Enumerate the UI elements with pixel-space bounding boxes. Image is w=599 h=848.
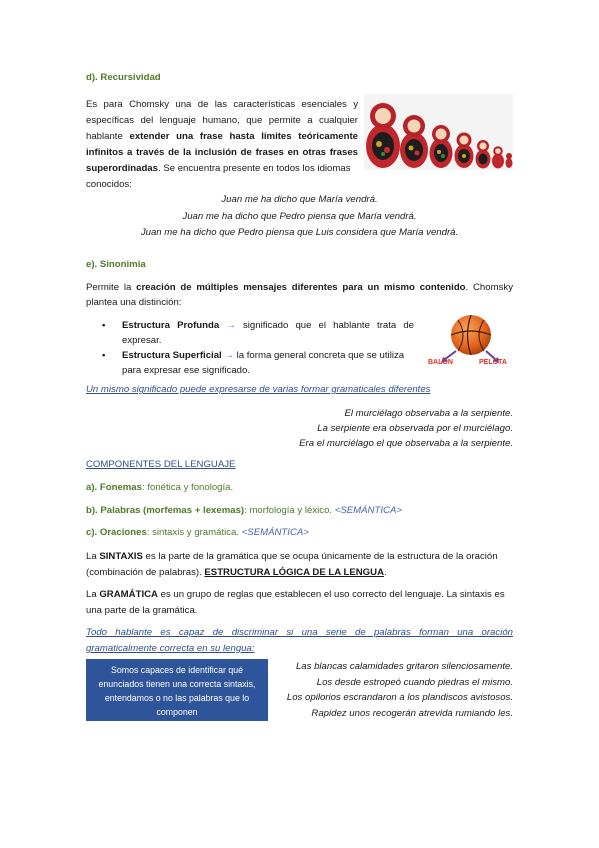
- example-sentence: Los desde estropeó cuando piedras el mismo.: [316, 676, 513, 688]
- text-line: hablante extender una frase hasta límites teóricamente: [86, 131, 358, 142]
- text-line: Permite la creación de múltiples mensajes diferentes para un mismo contenido. Chomsky: [86, 282, 513, 293]
- component-palabras: b). Palabras (morfemas + lexemas): morfología y léxico. <SEMÁNTICA>: [86, 505, 402, 516]
- sintaxis-paragraph: [86, 549, 513, 581]
- example-sentence: Los opilorios escrandaron a los plandiscos avistosos.: [286, 692, 513, 703]
- text-line: Todo hablante es capaz de discriminar si una serie de palabras forman una oración: [86, 627, 513, 638]
- example-sentence: El murciélago observaba a la serpiente.: [344, 408, 513, 419]
- ball-label-right: PELOTA: [479, 359, 507, 366]
- example-sentence: Era el murciélago el que observaba a la serpiente.: [299, 438, 513, 449]
- section-heading-componentes: COMPONENTES DEL LENGUAJE: [86, 459, 236, 470]
- syntax-callout-box: [86, 659, 268, 721]
- matryoshka-dolls-image: [364, 94, 513, 170]
- example-sentence: La serpiente era observada por el murciélago.: [317, 423, 513, 434]
- example-sentence: Juan me ha dicho que Pedro piensa que Luis considera que María vendrá.: [140, 227, 459, 238]
- text-line: específicas del lenguaje humano, que permite a cualquier: [86, 115, 358, 126]
- section-heading-recursividad: d). Recursividad: [86, 72, 161, 83]
- example-sentence: Las blancas calamidades gritaron silenciosamente.: [295, 661, 513, 672]
- text-line: plantea una distinción:: [86, 297, 182, 308]
- callout-line: entendamos o no las palabras que lo: [104, 693, 250, 703]
- text-line: una parte de la gramática.: [86, 605, 198, 616]
- ball-label-left: BALÓN: [428, 359, 453, 366]
- ball-image: [428, 313, 514, 371]
- sinonimia-note: Un mismo significado puede expresarse de varias formar gramaticales diferentes: [86, 384, 431, 395]
- component-fonemas: a). Fonemas: fonética y fonología.: [86, 482, 234, 493]
- hablante-examples: [272, 659, 513, 721]
- callout-line: Somos capaces de identificar qué: [110, 665, 244, 675]
- text-line: Es para Chomsky una de las características esenciales y: [86, 99, 358, 110]
- structure-bullet-list: [102, 318, 414, 378]
- example-sentence: Juan me ha dicho que María vendrá.: [221, 194, 378, 205]
- recursividad-examples: [86, 192, 513, 242]
- sinonimia-examples: [250, 406, 513, 451]
- gramatica-paragraph: [86, 587, 513, 619]
- sinonimia-intro: [86, 280, 513, 310]
- list-item: • Estructura Profunda → significado que el hablante trata de expresar.: [102, 320, 414, 346]
- callout-line: enunciados tienen una correcta sintaxis,: [98, 679, 256, 689]
- text-line: conocidos:: [86, 179, 132, 190]
- section-heading-sinonimia: e). Sinonimia: [86, 259, 146, 270]
- text-line: superordinadas. Se encuentra presente en todos los idiomas: [86, 163, 351, 174]
- text-line: infinitos a través de la inclusión de frases en otras frases: [86, 147, 358, 158]
- text-line: La GRAMÁTICA es un grupo de reglas que establecen el uso correcto del lenguaje. La sintaxis es: [86, 589, 505, 600]
- example-sentence: Juan me ha dicho que Pedro piensa que María vendrá.: [182, 210, 417, 222]
- example-sentence: Rapidez unos recogerán atrevida rumiando les.: [311, 707, 513, 719]
- component-oraciones: c). Oraciones: sintaxis y gramática. <SEMÁNTICA>: [86, 527, 309, 538]
- text-line: gramaticalmente correcta en su lengua:: [86, 643, 255, 654]
- callout-line: componen: [156, 707, 198, 717]
- list-item: • Estructura Superficial → la forma general concreta que se utiliza para expresar ese significado.: [102, 350, 405, 376]
- text-line: (combinación de palabras). ESTRUCTURA LÓGICA DE LA LENGUA.: [86, 567, 387, 578]
- recursividad-paragraph: [86, 97, 358, 193]
- hablante-note: [86, 625, 513, 657]
- text-line: La SINTAXIS es la parte de la gramática que se ocupa únicamente de la estructura de la oración: [86, 551, 498, 562]
